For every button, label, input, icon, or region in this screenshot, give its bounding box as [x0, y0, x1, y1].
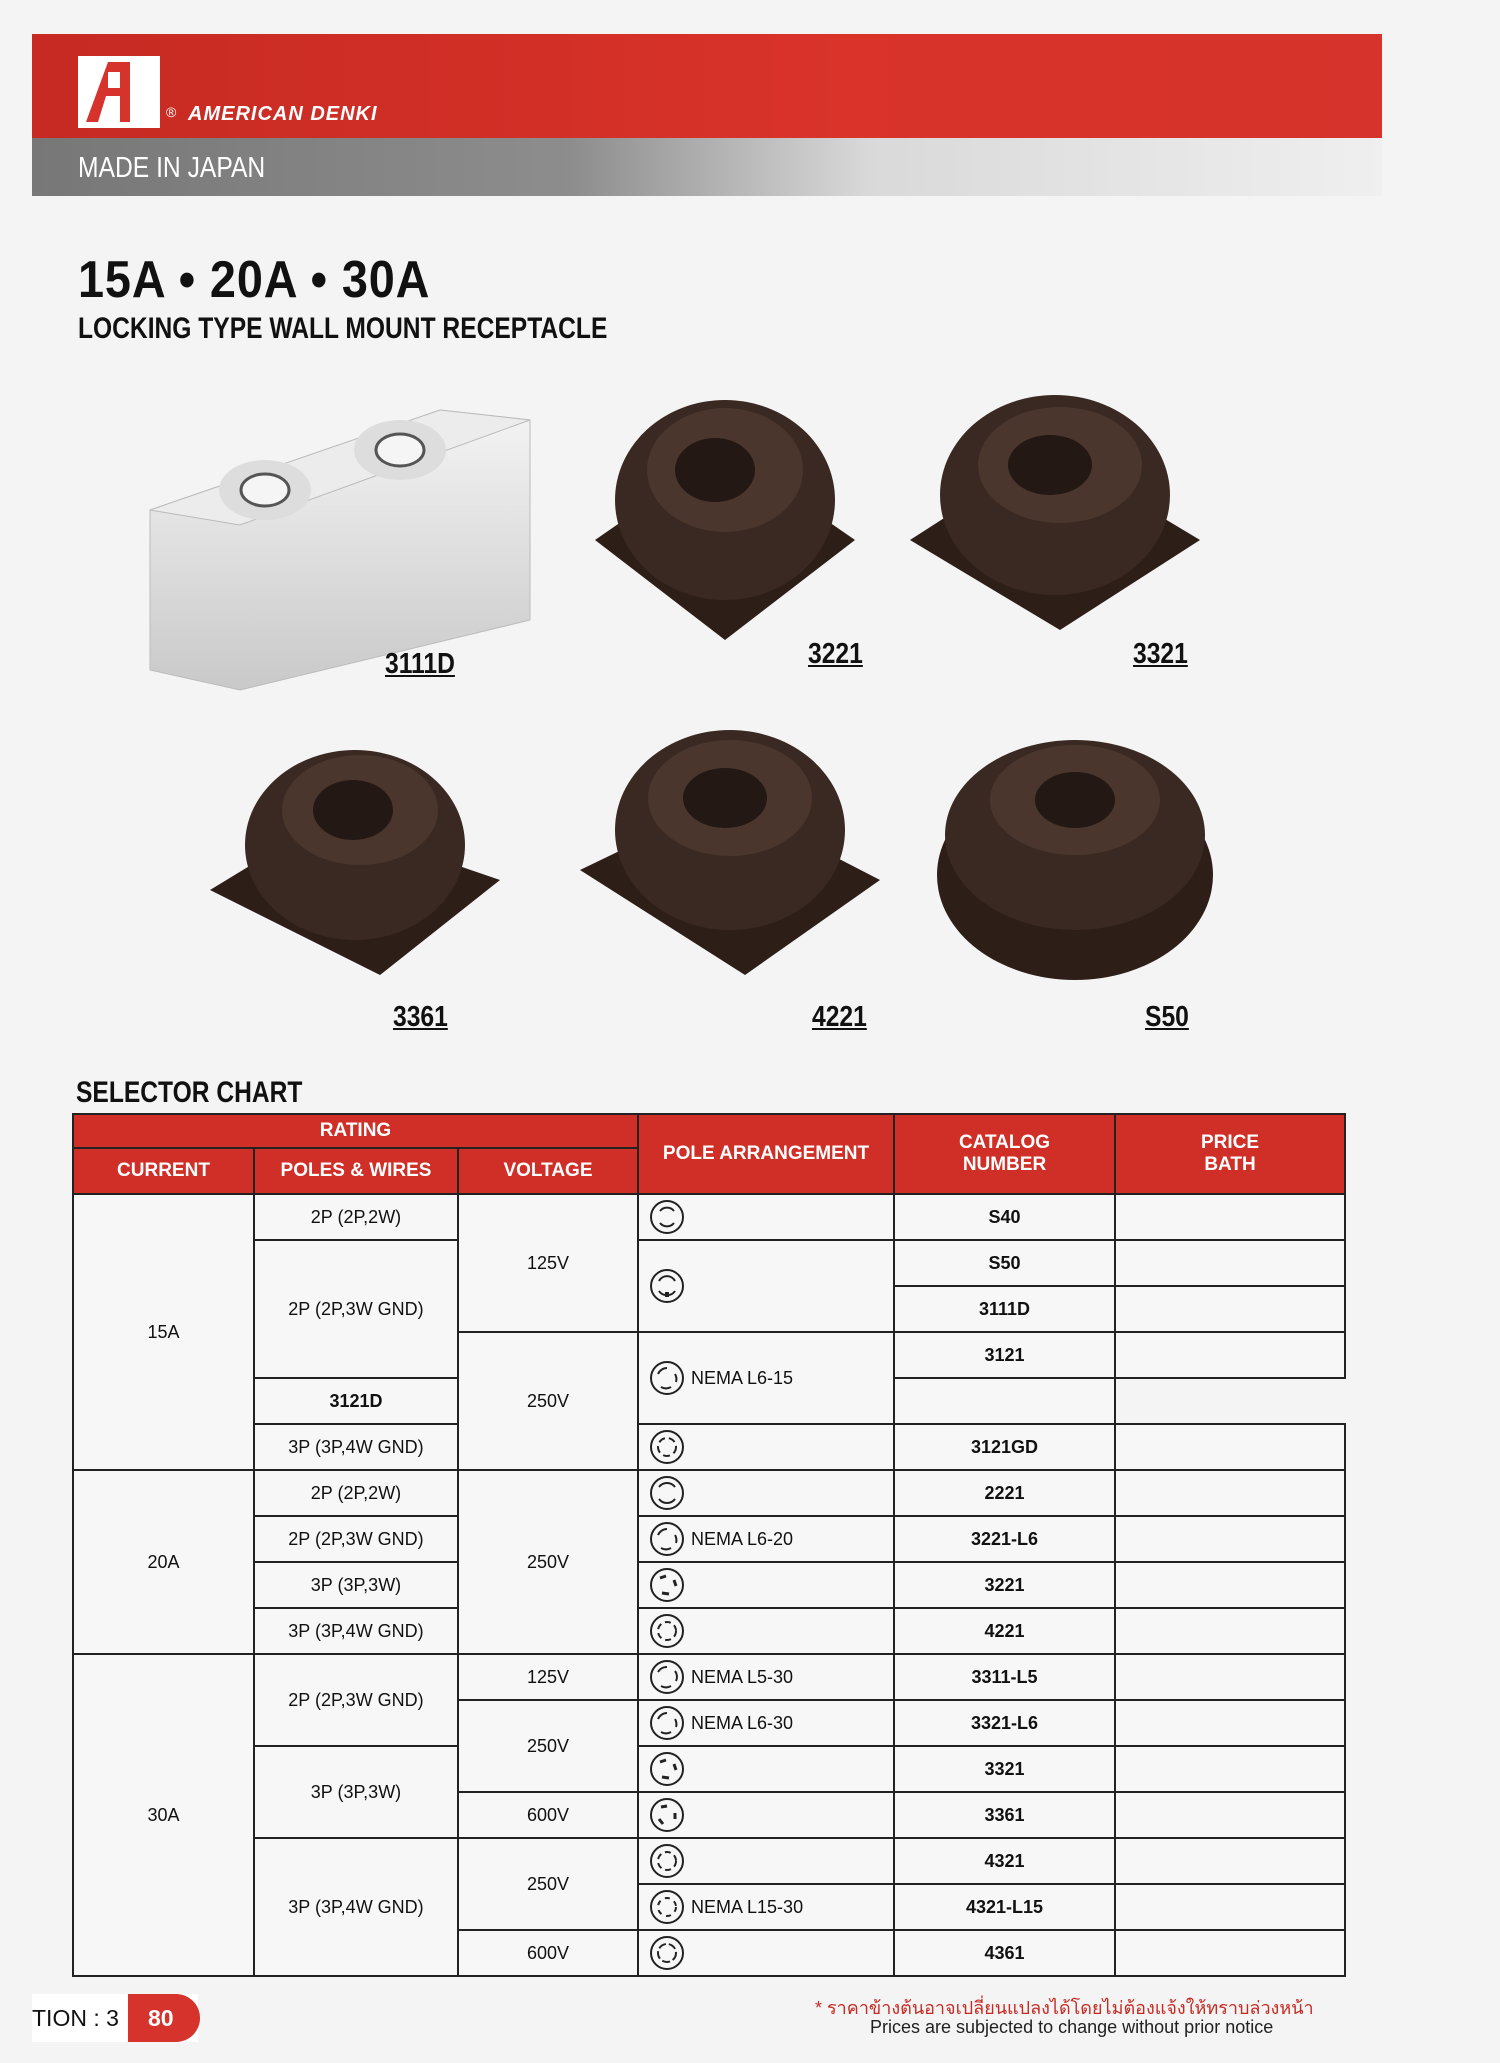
- poles-cell: 2P (2P,3W GND): [254, 1240, 458, 1378]
- page-title: 15A • 20A • 30A: [78, 251, 431, 309]
- current-cell: 20A: [73, 1470, 254, 1654]
- pole-diagram-icon: [649, 1360, 685, 1396]
- product-s50-image: [935, 725, 1215, 985]
- price-cell: [1115, 1608, 1345, 1654]
- pole-diagram-icon: [649, 1935, 685, 1971]
- pole-diagram-icon: [649, 1475, 685, 1511]
- registered-mark: ®: [166, 104, 177, 120]
- poles-cell: 3P (3P,3W): [254, 1746, 458, 1838]
- catalog-cell: 3121GD: [894, 1424, 1115, 1470]
- nema-label: NEMA L6-20: [691, 1528, 794, 1549]
- current-cell: 30A: [73, 1654, 254, 1976]
- poles-cell: 3P (3P,4W GND): [254, 1424, 458, 1470]
- pole-cell: [638, 1516, 894, 1562]
- voltage-cell: 250V: [458, 1332, 638, 1470]
- poles-cell: 3P (3P,4W GND): [254, 1608, 458, 1654]
- voltage-header: VOLTAGE: [458, 1148, 638, 1194]
- pole-diagram-icon: [649, 1613, 685, 1649]
- nema-label: NEMA L5-30: [691, 1666, 794, 1687]
- pole-diagram-icon: [649, 1705, 685, 1741]
- brand-logo: [78, 56, 160, 128]
- pole-cell: [638, 1654, 894, 1700]
- pole-arrangement-header: POLE ARRANGEMENT: [638, 1114, 894, 1194]
- poles-cell: 3P (3P,3W): [254, 1562, 458, 1608]
- price-note-thai: * ราคาข้างต้นอาจเปลี่ยนแปลงได้โดยไม่ต้องแจ้งให้ทราบล่วงหน้า: [815, 1998, 1314, 2018]
- product-3221-image: [575, 390, 875, 650]
- pole-cell: [638, 1746, 894, 1792]
- voltage-cell: 250V: [458, 1470, 638, 1654]
- pole-diagram-icon: [649, 1659, 685, 1695]
- selector-chart-title: SELECTOR CHART: [76, 1076, 303, 1109]
- pole-cell: [638, 1470, 894, 1516]
- pole-diagram-icon: [649, 1797, 685, 1833]
- catalog-cell: 3321: [894, 1746, 1115, 1792]
- price-cell: [1115, 1838, 1345, 1884]
- catalog-cell: S50: [894, 1240, 1115, 1286]
- price-cell: [1115, 1332, 1345, 1378]
- catalog-cell: 3221-L6: [894, 1516, 1115, 1562]
- pole-cell: [638, 1608, 894, 1654]
- product-label: 3361: [393, 1001, 448, 1033]
- pole-diagram-icon: [649, 1521, 685, 1557]
- pole-cell: [638, 1562, 894, 1608]
- price-cell: [1115, 1470, 1345, 1516]
- pole-cell: [638, 1332, 894, 1424]
- page-subtitle: LOCKING TYPE WALL MOUNT RECEPTACLE: [78, 312, 608, 345]
- catalog-cell: 4321-L15: [894, 1884, 1115, 1930]
- pole-cell: [638, 1930, 894, 1976]
- catalog-cell: 3121: [894, 1332, 1115, 1378]
- catalog-cell: 3111D: [894, 1286, 1115, 1332]
- product-label: 4221: [812, 1001, 867, 1033]
- pole-cell: [638, 1240, 894, 1332]
- price-cell: [1115, 1930, 1345, 1976]
- product-label: S50: [1145, 1001, 1189, 1033]
- catalog-cell: 3311-L5: [894, 1654, 1115, 1700]
- origin-label: MADE IN JAPAN: [78, 152, 266, 184]
- page-number: 80: [148, 2005, 174, 2031]
- catalog-cell: 4321: [894, 1838, 1115, 1884]
- price-cell: [1115, 1194, 1345, 1240]
- pole-diagram-icon: [649, 1429, 685, 1465]
- voltage-cell: 250V: [458, 1838, 638, 1930]
- poles-cell: 2P (2P,3W GND): [254, 1654, 458, 1746]
- poles-cell: 2P (2P,3W GND): [254, 1516, 458, 1562]
- pole-diagram-icon: [649, 1843, 685, 1879]
- nema-label: NEMA L15-30: [691, 1896, 804, 1917]
- product-label: 3111D: [385, 648, 455, 680]
- price-cell: [1115, 1654, 1345, 1700]
- voltage-cell: 600V: [458, 1792, 638, 1838]
- price-cell: [1115, 1424, 1345, 1470]
- product-label: 3221: [808, 638, 863, 670]
- catalog-cell: 3361: [894, 1792, 1115, 1838]
- catalog-cell: 3121D: [254, 1378, 458, 1424]
- pole-cell: [638, 1700, 894, 1746]
- product-3321-image: [900, 390, 1210, 650]
- pole-diagram-icon: [649, 1268, 685, 1304]
- pole-diagram-icon: [649, 1889, 685, 1925]
- poles-cell: 3P (3P,4W GND): [254, 1838, 458, 1976]
- pole-cell: [638, 1884, 894, 1930]
- product-label: 3321: [1133, 638, 1188, 670]
- price-header: PRICE BATH: [1115, 1114, 1345, 1194]
- price-cell: [1115, 1746, 1345, 1792]
- catalog-cell: 2221: [894, 1470, 1115, 1516]
- voltage-cell: 125V: [458, 1654, 638, 1700]
- voltage-cell: 250V: [458, 1700, 638, 1792]
- price-cell: [894, 1378, 1115, 1424]
- pole-cell: [638, 1838, 894, 1884]
- section-label: TION : 3: [32, 2005, 119, 2031]
- catalog-cell: 3221: [894, 1562, 1115, 1608]
- price-note-english: Prices are subjected to change without prior notice: [870, 2017, 1274, 2037]
- product-3111d-image: [130, 390, 550, 720]
- pole-diagram-icon: [649, 1751, 685, 1787]
- catalog-cell: 4361: [894, 1930, 1115, 1976]
- product-3361-image: [205, 740, 505, 990]
- current-cell: 15A: [73, 1194, 254, 1470]
- nema-label: NEMA L6-15: [691, 1367, 794, 1388]
- product-4221-image: [575, 720, 885, 980]
- catalog-number-header: CATALOG NUMBER: [894, 1114, 1115, 1194]
- selector-chart-table: [72, 1113, 1346, 1977]
- pole-cell: [638, 1424, 894, 1470]
- catalog-cell: 4221: [894, 1608, 1115, 1654]
- poles-wires-header: POLES & WIRES: [254, 1148, 458, 1194]
- price-cell: [1115, 1700, 1345, 1746]
- catalog-cell: S40: [894, 1194, 1115, 1240]
- rating-header: RATING: [73, 1114, 638, 1148]
- current-header: CURRENT: [73, 1148, 254, 1194]
- pole-cell: [638, 1792, 894, 1838]
- voltage-cell: 125V: [458, 1194, 638, 1332]
- voltage-cell: 600V: [458, 1930, 638, 1976]
- pole-diagram-icon: [649, 1199, 685, 1235]
- pole-cell: [638, 1194, 894, 1240]
- brand-name: AMERICAN DENKI: [188, 103, 378, 125]
- pole-diagram-icon: [649, 1567, 685, 1603]
- price-cell: [1115, 1240, 1345, 1286]
- price-cell: [1115, 1562, 1345, 1608]
- poles-cell: 2P (2P,2W): [254, 1470, 458, 1516]
- price-cell: [1115, 1516, 1345, 1562]
- price-cell: [1115, 1792, 1345, 1838]
- catalog-cell: 3321-L6: [894, 1700, 1115, 1746]
- price-cell: [1115, 1286, 1345, 1332]
- nema-label: NEMA L6-30: [691, 1712, 794, 1733]
- price-cell: [1115, 1884, 1345, 1930]
- poles-cell: 2P (2P,2W): [254, 1194, 458, 1240]
